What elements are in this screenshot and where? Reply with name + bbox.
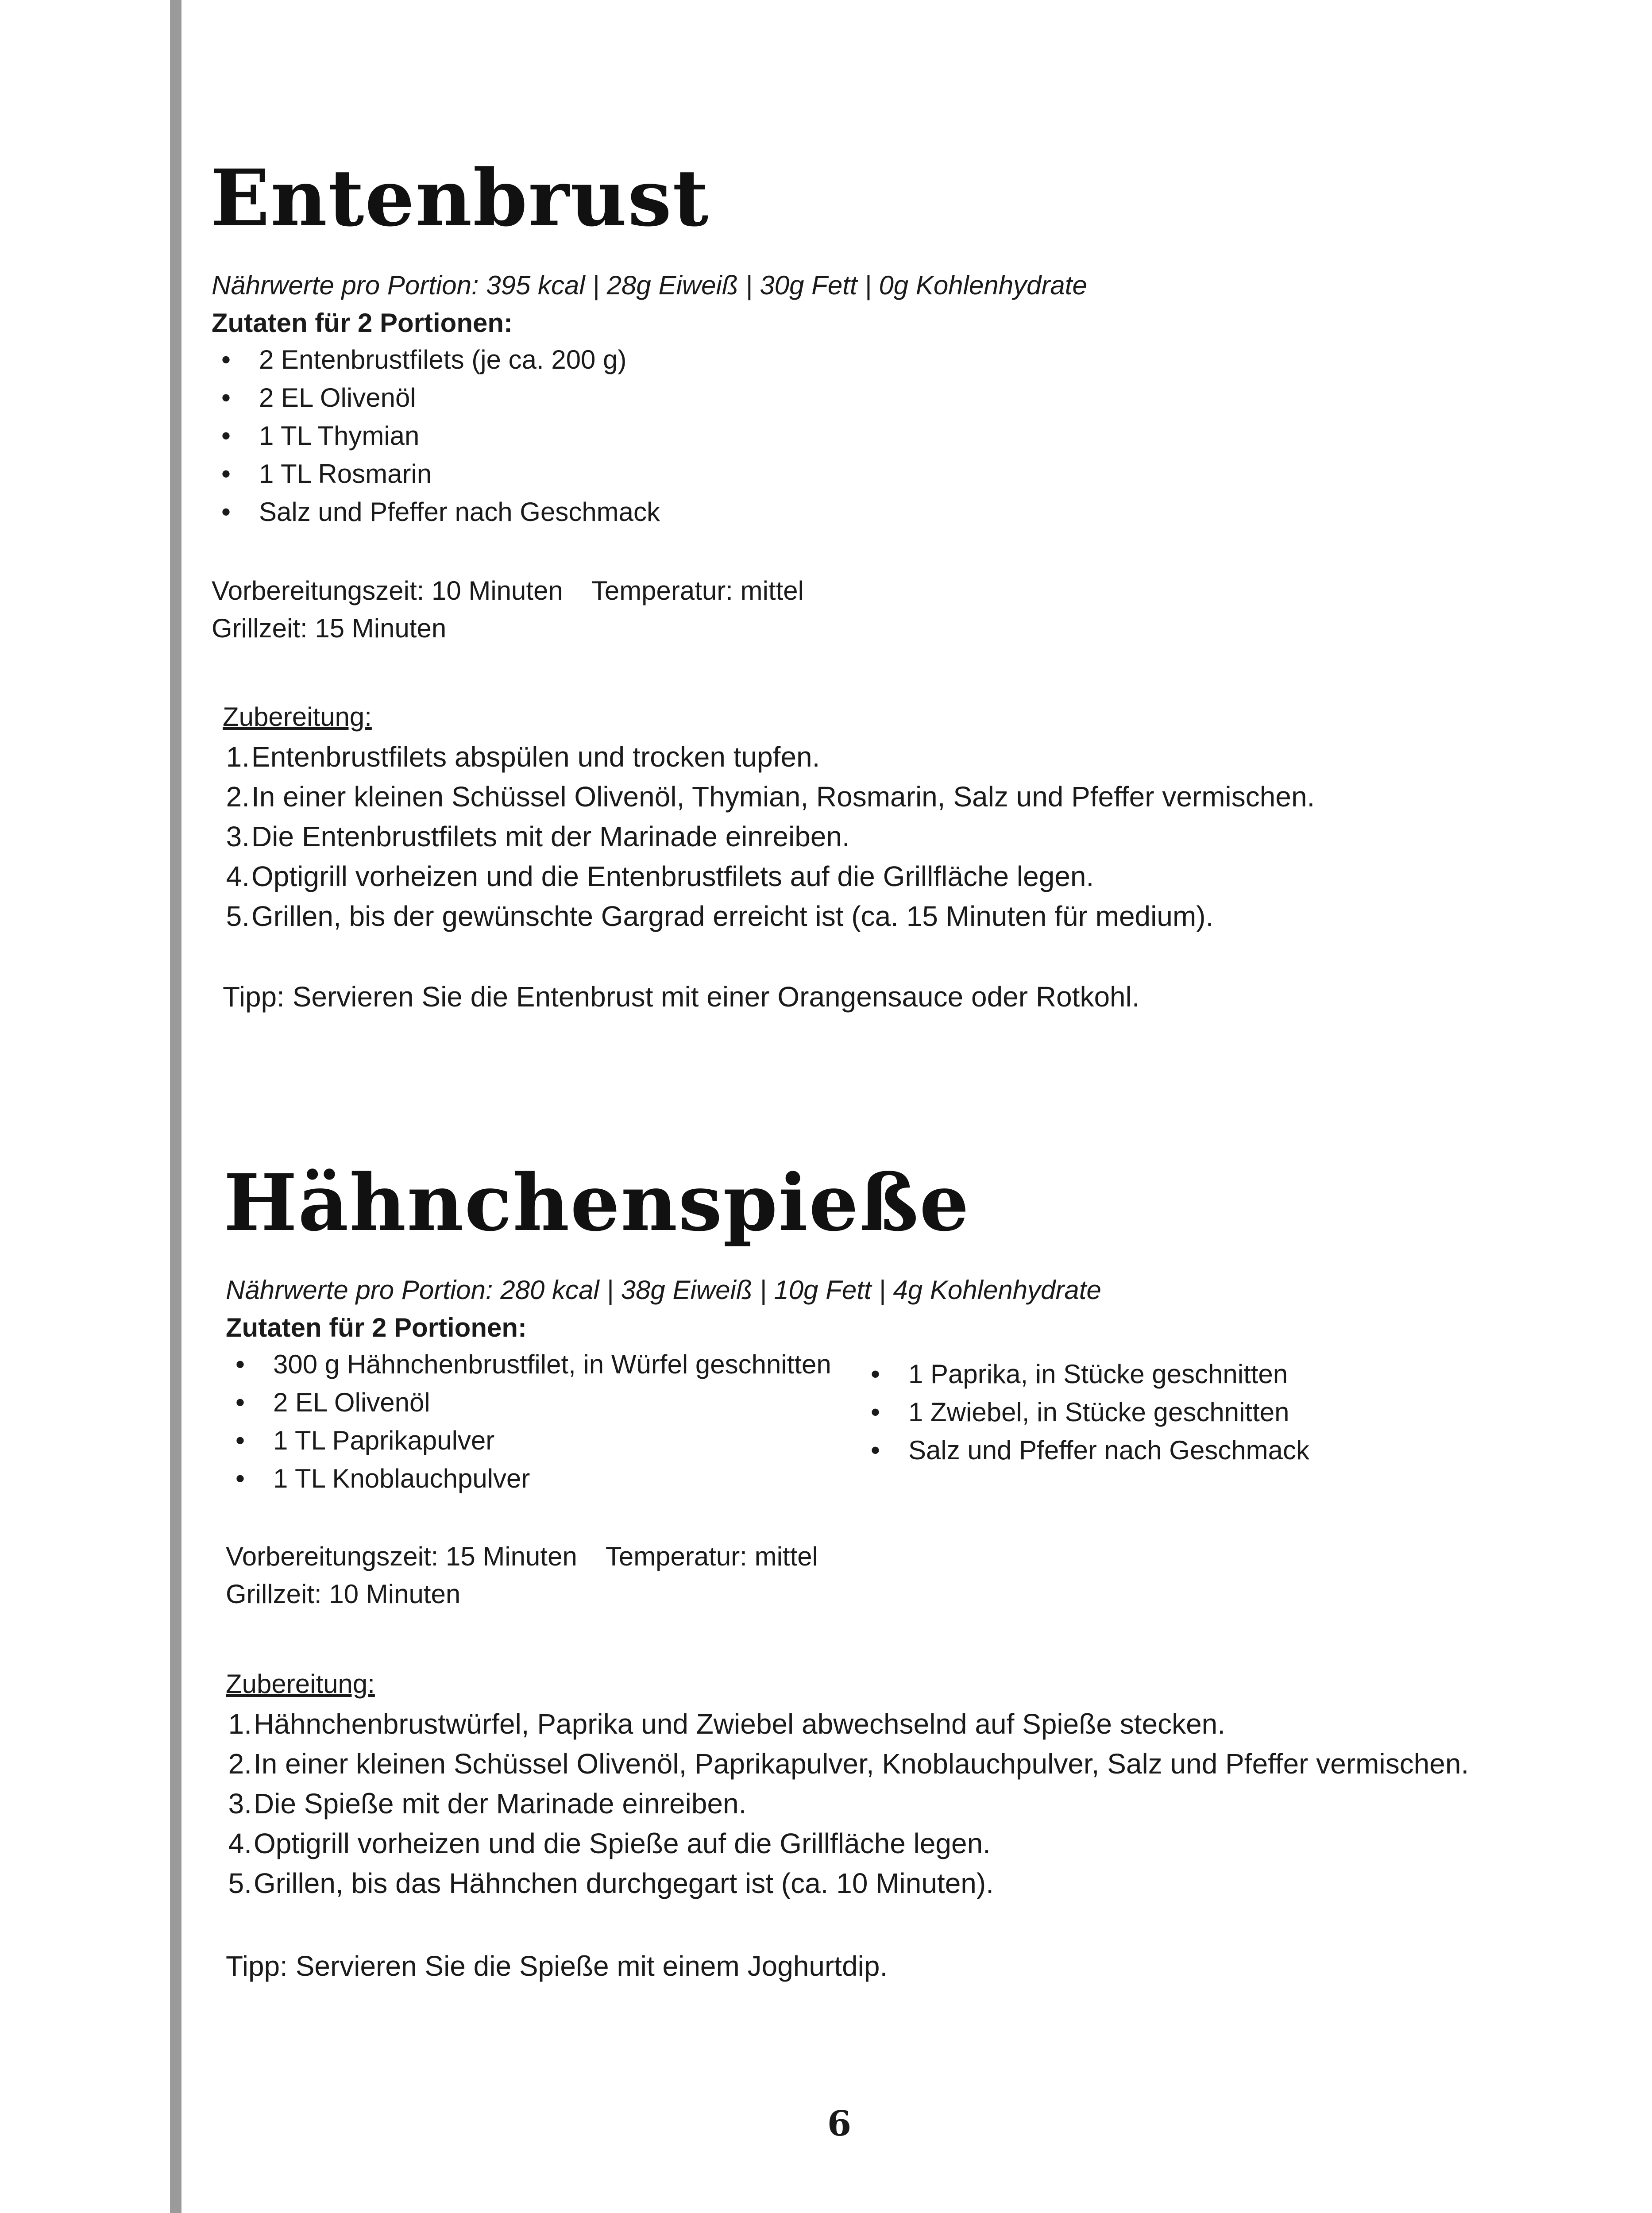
temperature: Temperatur: mittel bbox=[605, 1542, 818, 1571]
page-margin-bar bbox=[170, 0, 181, 2213]
step-item: 4.Optigrill vorheizen und die Entenbrustfilets auf die Grillfläche legen. bbox=[226, 860, 1094, 892]
step-item: 3.Die Spieße mit der Marinade einreiben. bbox=[228, 1788, 747, 1820]
bullet-icon: • bbox=[235, 1464, 245, 1493]
list-item: • 1 TL Rosmarin bbox=[212, 455, 660, 493]
ingredients-label: Zutaten für 2 Portionen: bbox=[212, 308, 513, 338]
list-item: • 1 Zwiebel, in Stücke geschnitten bbox=[861, 1393, 1309, 1431]
step-item: 4.Optigrill vorheizen und die Spieße auf die Grillfläche legen. bbox=[228, 1827, 991, 1859]
preparation-label: Zubereitung: bbox=[226, 1669, 375, 1699]
list-item: • 1 TL Paprikapulver bbox=[226, 1422, 831, 1460]
grill-time: Grillzeit: 10 Minuten bbox=[226, 1579, 461, 1609]
bullet-icon: • bbox=[235, 1426, 245, 1455]
step-item: 1.Hähnchenbrustwürfel, Paprika und Zwiebel abwechselnd auf Spieße stecken. bbox=[228, 1708, 1226, 1740]
list-item: • 1 Paprika, in Stücke geschnitten bbox=[861, 1355, 1309, 1393]
bullet-icon: • bbox=[235, 1388, 245, 1417]
ingredients-list-right bbox=[861, 1355, 1309, 1469]
ingredients-label: Zutaten für 2 Portionen: bbox=[226, 1313, 527, 1342]
recipe-title: Hähnchenspieße bbox=[224, 1157, 970, 1249]
preparation-steps bbox=[224, 1704, 1469, 1903]
page-number: 6 bbox=[827, 2104, 852, 2144]
list-item: • 2 EL Olivenöl bbox=[212, 379, 660, 417]
preparation-steps bbox=[221, 737, 1315, 936]
preparation-label: Zubereitung: bbox=[223, 702, 372, 732]
nutrition-info: Nährwerte pro Portion: 280 kcal | 38g Eiweiß | 10g Fett | 4g Kohlenhydrate bbox=[226, 1275, 1101, 1305]
list-item: • 2 Entenbrustfilets (je ca. 200 g) bbox=[212, 341, 660, 379]
step-item: 5.Grillen, bis der gewünschte Gargrad erreicht ist (ca. 15 Minuten für medium). bbox=[226, 900, 1214, 932]
bullet-icon: • bbox=[221, 383, 231, 413]
step-item: 2.In einer kleinen Schüssel Olivenöl, Paprikapulver, Knoblauchpulver, Salz und Pfeffer vermischen. bbox=[228, 1748, 1469, 1780]
bullet-icon: • bbox=[235, 1349, 245, 1379]
temperature: Temperatur: mittel bbox=[591, 576, 804, 605]
bullet-icon: • bbox=[871, 1397, 880, 1427]
step-item: 2.In einer kleinen Schüssel Olivenöl, Thymian, Rosmarin, Salz und Pfeffer vermischen. bbox=[226, 781, 1315, 813]
grill-time: Grillzeit: 15 Minuten bbox=[212, 613, 447, 643]
list-item: • 1 TL Knoblauchpulver bbox=[226, 1460, 831, 1498]
step-item: 5.Grillen, bis das Hähnchen durchgegart ist (ca. 10 Minuten). bbox=[228, 1867, 994, 1899]
bullet-icon: • bbox=[221, 421, 231, 451]
bullet-icon: • bbox=[871, 1435, 880, 1465]
list-item: • 1 TL Thymian bbox=[212, 417, 660, 455]
ingredients-list bbox=[212, 341, 660, 531]
prep-temp-line bbox=[212, 578, 804, 604]
bullet-icon: • bbox=[871, 1359, 880, 1389]
list-item: • 300 g Hähnchenbrustfilet, in Würfel geschnitten bbox=[226, 1346, 831, 1384]
nutrition-info: Nährwerte pro Portion: 395 kcal | 28g Eiweiß | 30g Fett | 0g Kohlenhydrate bbox=[212, 270, 1087, 300]
list-item: • Salz und Pfeffer nach Geschmack bbox=[861, 1431, 1309, 1469]
recipe-tip: Tipp: Servieren Sie die Spieße mit einem Joghurtdip. bbox=[226, 1950, 888, 1982]
step-item: 3.Die Entenbrustfilets mit der Marinade einreiben. bbox=[226, 821, 850, 852]
list-item: • 2 EL Olivenöl bbox=[226, 1384, 831, 1422]
step-item: 1.Entenbrustfilets abspülen und trocken tupfen. bbox=[226, 741, 820, 773]
bullet-icon: • bbox=[221, 497, 231, 527]
prep-time: Vorbereitungszeit: 15 Minuten bbox=[226, 1542, 577, 1571]
prep-temp-line bbox=[226, 1543, 818, 1570]
recipe-tip: Tipp: Servieren Sie die Entenbrust mit einer Orangensauce oder Rotkohl. bbox=[223, 981, 1140, 1013]
list-item: • Salz und Pfeffer nach Geschmack bbox=[212, 493, 660, 531]
recipe-title: Entenbrust bbox=[210, 152, 710, 244]
bullet-icon: • bbox=[221, 459, 231, 489]
prep-time: Vorbereitungszeit: 10 Minuten bbox=[212, 576, 563, 605]
ingredients-list-left bbox=[226, 1346, 831, 1498]
bullet-icon: • bbox=[221, 345, 231, 374]
